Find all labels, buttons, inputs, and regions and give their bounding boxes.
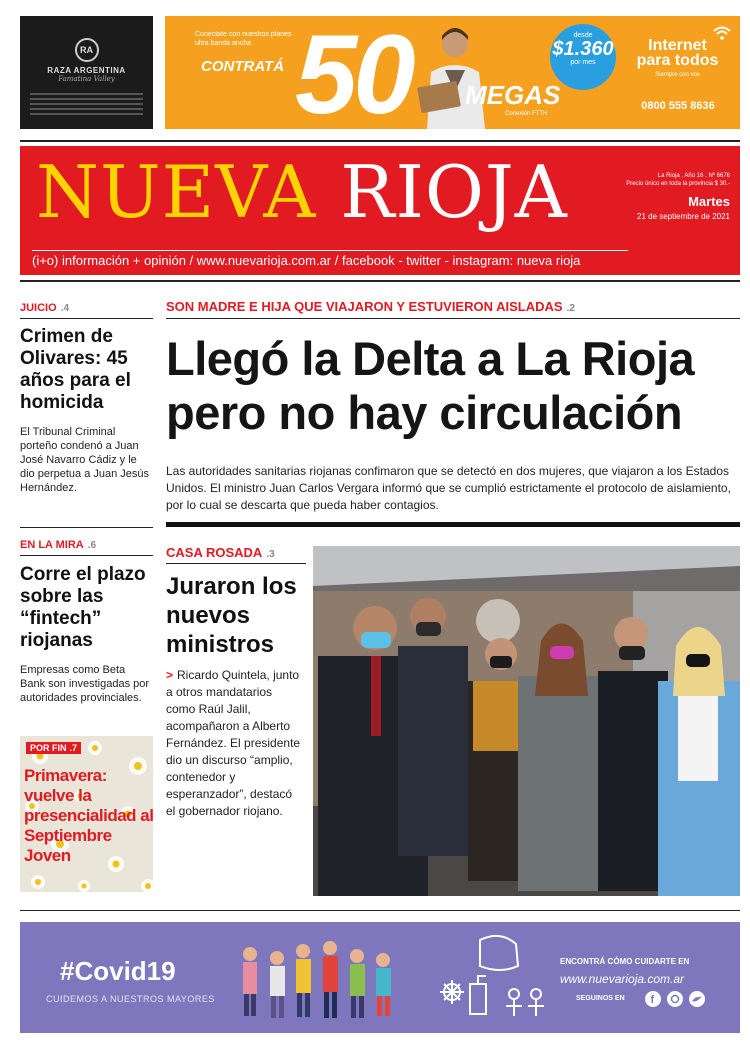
section-rule xyxy=(20,318,153,319)
title-rioja: RIOJA xyxy=(340,150,568,234)
price-prefix: desde xyxy=(573,32,593,39)
bottom-rule xyxy=(20,910,740,911)
kicker-text: SON MADRE E HIJA QUE VIAJARON Y ESTUVIERON AISLADAS xyxy=(166,299,563,314)
story-headline-primavera[interactable]: Primavera: vuelve la presencialidad al Septiembre Joven xyxy=(24,766,153,865)
kicker-rule xyxy=(166,318,740,319)
masthead-tagline[interactable]: (i+o) información + opinión / www.nuevarioja.com.ar / facebook - twitter - instagram: nueva rioja xyxy=(32,253,581,268)
bullet-marker: > xyxy=(166,668,174,682)
main-kicker[interactable] xyxy=(166,299,575,314)
covid-hashtag: #Covid19 xyxy=(60,956,176,986)
ad-connection: Conexión FTTH xyxy=(505,111,548,117)
issue-number: La Rioja . Año 16 . Nº 6676 xyxy=(657,173,730,179)
story-divider xyxy=(20,527,153,528)
section-rule xyxy=(166,563,306,564)
story-headline-ministros[interactable]: Juraron los nuevos ministros xyxy=(166,573,297,658)
follow-label: SEGUINOS EN xyxy=(576,995,625,1002)
promo-primavera[interactable] xyxy=(20,736,153,892)
story-body-text: Ricardo Quintela, junto a otros mandatarios como Raúl Jalil, acompañaron a Alberto Fernández. El presidente dio un discurso “amplio, contenedor y esperanzador”, destacó el gobernador riojano. xyxy=(166,668,301,818)
price-suffix: por mes xyxy=(570,59,596,66)
main-headline[interactable]: Llegó la Delta a La Rioja pero no hay circulación xyxy=(166,332,695,439)
newspaper-title xyxy=(36,150,568,234)
hygiene-icons xyxy=(430,930,550,1028)
masthead-divider xyxy=(32,250,628,251)
masthead-bottom-rule xyxy=(20,280,740,282)
ad-internet-para-todos[interactable] xyxy=(165,16,740,129)
raza-fine-print xyxy=(30,93,143,115)
section-casa-rosada[interactable] xyxy=(166,545,275,560)
ad-phone: 0800 555 8636 xyxy=(641,100,715,112)
ad-speed-unit: MEGAS xyxy=(465,80,561,110)
section-rule xyxy=(20,555,153,556)
section-por-fin xyxy=(26,742,81,754)
page-ref: .2 xyxy=(566,303,575,314)
raza-subtitle: Famatina Valley xyxy=(58,75,115,83)
covid-slogan: CUIDEMOS A NUESTROS MAYORES xyxy=(46,994,215,1004)
ad-raza-argentina[interactable] xyxy=(20,16,153,129)
page-ref: .6 xyxy=(87,540,97,551)
ad-speed-number: 50 xyxy=(295,16,412,129)
brand-sub: Siempre con vos xyxy=(655,72,700,78)
section-name: CASA ROSADA xyxy=(166,545,263,560)
elderly-people-icon xyxy=(235,936,415,1026)
ad-price-badge xyxy=(550,24,616,90)
section-name: JUICIO xyxy=(20,302,57,314)
raza-logo: RA xyxy=(75,38,99,62)
section-juicio[interactable] xyxy=(20,302,153,314)
covid-banner[interactable] xyxy=(20,922,740,1033)
ad-brand xyxy=(630,38,725,83)
person-with-laptop-icon xyxy=(405,22,497,129)
ad-cta: CONTRATÁ xyxy=(201,58,285,75)
page-ref: .7 xyxy=(69,743,78,753)
page-ref: .4 xyxy=(60,303,70,314)
covid-site[interactable]: www.nuevarioja.com.ar xyxy=(560,972,685,986)
group-photo-image xyxy=(313,546,740,896)
brand-name: Internet para todos xyxy=(636,37,719,69)
covid-cta: ENCONTRÁ CÓMO CUIDARTE EN xyxy=(560,957,690,966)
price-value: $1.360 xyxy=(552,38,614,60)
svg-text:f: f xyxy=(650,994,655,1006)
main-story-rule xyxy=(166,522,740,527)
ad-tagline: Conectate con nuestros planes ultra banda ancha xyxy=(195,31,292,47)
section-name: POR FIN xyxy=(30,743,67,753)
section-en-la-mira[interactable] xyxy=(20,539,153,551)
story-body-ministros xyxy=(166,667,301,820)
story-body-crimen: El Tribunal Criminal porteño condenó a Juan José Navarro Cádiz y le dio perpetua a Juan Jesús Hernández. xyxy=(20,426,150,494)
price-note: Precio único en toda la provincia $ 30.- xyxy=(626,181,730,187)
issue-date: 21 de septiembre de 2021 xyxy=(637,212,730,221)
social-icons[interactable] xyxy=(644,990,708,1008)
masthead xyxy=(20,146,740,275)
story-headline-crimen[interactable]: Crimen de Olivares: 45 años para el homicida xyxy=(20,326,131,413)
main-lede: Las autoridades sanitarias riojanas confimaron que se detectó en dos mujeres, que viajaron a los Estados Unidos. El ministro Juan Carlos Vergara informó que se cumplió estrictamente el protocolo de aislamiento, por lo cual se descarta que pueda haber contagios. xyxy=(166,464,731,512)
story-body-fintech: Empresas como Beta Bank son investigadas por autoridades provinciales. xyxy=(20,664,150,704)
story-headline-fintech[interactable]: Corre el plazo sobre las “fintech” riojanas xyxy=(20,564,146,651)
top-rule xyxy=(20,140,740,142)
issue-day: Martes xyxy=(688,194,730,209)
photo-new-ministers[interactable] xyxy=(313,546,740,896)
title-nueva: NUEVA xyxy=(36,150,317,234)
section-name: EN LA MIRA xyxy=(20,539,84,551)
issue-info xyxy=(590,172,730,188)
page-ref: .3 xyxy=(266,549,275,560)
raza-name: RAZA ARGENTINA xyxy=(47,66,126,75)
